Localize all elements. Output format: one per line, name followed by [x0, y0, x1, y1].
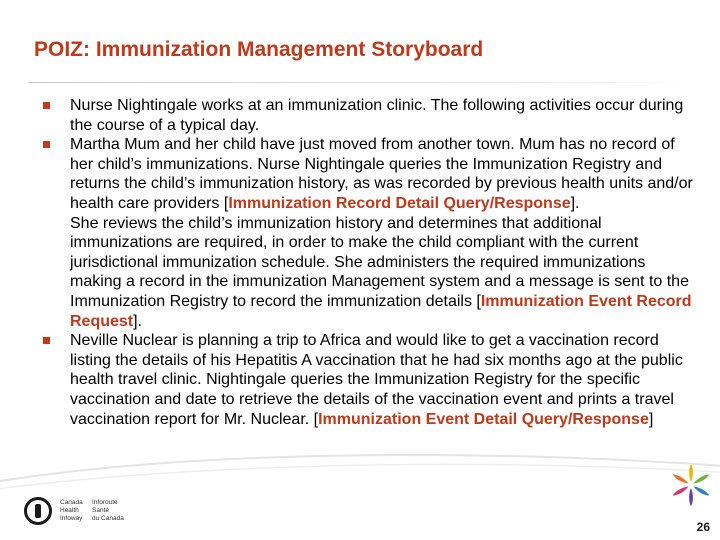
logo-text-line: Infoway: [60, 515, 83, 522]
decorative-swoosh: [0, 440, 720, 500]
square-bullet-icon: [43, 141, 50, 148]
logo-text-line: Health: [60, 507, 79, 514]
bullet-item: [42, 331, 694, 429]
logo-text-line: du Canada: [92, 515, 124, 522]
bullet-item: [42, 135, 694, 331]
bullet-text: ]: [648, 410, 654, 428]
flower-logo-icon: [668, 462, 714, 508]
logo-text-line: Canada: [60, 499, 83, 506]
bullet-text: Nurse Nightingale works at an immunization clinic. The following activities occur during the course of a typical day.: [70, 97, 684, 134]
logo-french: [92, 499, 124, 523]
message-type-highlight: Immunization Record Detail Query/Response: [228, 194, 571, 212]
bullet-text: Martha Mum and her child have just moved from another town. Mum has no record of her child’s immunizations. Nurse Nightingale queries the Immunization Registry and returns the child’s immunization history, as was recorded by previous health units and/or health care providers [: [70, 136, 693, 212]
message-type-highlight: Immunization Event Detail Query/Response: [318, 410, 649, 428]
logo-text-line: Santé: [92, 507, 109, 514]
message-type-highlight: Immunization Event Record Request: [70, 292, 692, 330]
logo-english: [60, 499, 83, 523]
bullet-list: [42, 96, 694, 429]
square-bullet-icon: [43, 102, 50, 109]
bullet-text: She reviews the child’s immunization history and determines that additional immunizations are required, in order to make the child compliant with the current jurisdictional immunization schedule. She administers the required immunizations making a record in the immunization Management system and a message is sent to the Immunization Registry to record the immunization details [: [70, 214, 689, 310]
slide-title: POIZ: Immunization Management Storyboard: [34, 38, 484, 61]
bullet-item: [42, 96, 694, 135]
bullet-paragraph: [70, 214, 694, 332]
bullet-text: ].: [133, 312, 143, 330]
square-bullet-icon: [43, 337, 50, 344]
bullet-text: Neville Nuclear is planning a trip to Africa and would like to get a vaccination record listing the details of his Hepatitis A vaccination that he had six months ago at the public health travel clinic. Nightingale queries the Immunization Registry for the specific vaccination and date to retrieve the details of the vaccination event and prints a travel vaccination report for Mr. Nuclear. [: [70, 332, 683, 428]
infoway-emblem-icon: [24, 497, 52, 525]
page-number: 26: [696, 520, 710, 534]
infoway-logo: [20, 495, 170, 535]
title-divider: [28, 82, 693, 83]
logo-text-line: Inforoute: [92, 499, 118, 506]
bullet-paragraph: [70, 135, 694, 213]
bullet-text: ].: [570, 194, 580, 212]
